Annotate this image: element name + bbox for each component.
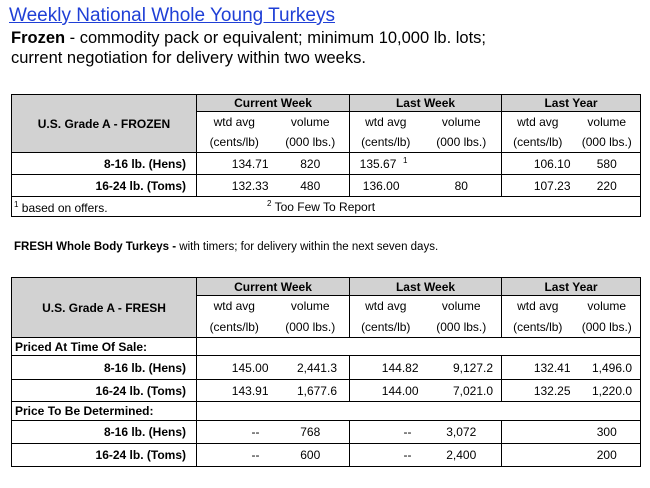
- cw-wtd-cell: 132.33: [197, 175, 272, 197]
- cw-vol-cell: 768: [272, 421, 350, 444]
- table-row: [12, 175, 641, 197]
- fresh-cw-vol-header: volume: [272, 296, 350, 317]
- section-heading-priced-at-sale: Priced At Time Of Sale:: [12, 338, 197, 356]
- table-row: [12, 421, 641, 444]
- cw-wtd-cell: 143.91: [197, 380, 272, 402]
- frozen-ly-vol-header: volume: [574, 112, 641, 133]
- cw-vol-cell: 2,441.3: [272, 356, 350, 380]
- ly-vol-cell: 1,496.0: [574, 356, 641, 380]
- lw-wtd-cell: 135.67 $^1$: [350, 153, 422, 175]
- frozen-description-line2: current negotiation for delivery within two weeks.: [11, 49, 366, 67]
- ly-vol-cell: 580: [574, 153, 641, 175]
- frozen-lw-vol-header: volume: [422, 112, 502, 133]
- cw-vol-cell: 820: [272, 153, 350, 175]
- row-label: 16-24 lb. (Toms): [12, 175, 197, 197]
- cw-wtd-cell: --: [197, 421, 272, 444]
- fresh-ly-vol-unit: (000 lbs.): [574, 317, 641, 338]
- fresh-ly-vol-header: volume: [574, 296, 641, 317]
- lw-wtd-cell: 144.82: [350, 356, 422, 380]
- fresh-price-table: [11, 277, 641, 467]
- frozen-cw-wtd-header: wtd avg: [197, 112, 272, 133]
- frozen-lw-wtd-unit: (cents/lb): [350, 133, 422, 153]
- frozen-lw-wtd-header: wtd avg: [350, 112, 422, 133]
- frozen-lw-vol-unit: (000 lbs.): [422, 133, 502, 153]
- frozen-current-week-header: Current Week: [197, 95, 350, 112]
- cw-vol-cell: 1,677.6: [272, 380, 350, 402]
- ly-wtd-cell: 132.25: [502, 380, 574, 402]
- fresh-last-week-header: Last Week: [350, 278, 502, 296]
- frozen-ly-wtd-unit: (cents/lb): [502, 133, 574, 153]
- fresh-cw-wtd-unit: (cents/lb): [197, 317, 272, 338]
- fresh-lw-wtd-header: wtd avg: [350, 296, 422, 317]
- cw-vol-cell: 480: [272, 175, 350, 197]
- frozen-ly-wtd-header: wtd avg: [502, 112, 574, 133]
- frozen-last-year-header: Last Year: [502, 95, 641, 112]
- row-label: 16-24 lb. (Toms): [12, 444, 197, 467]
- table-row: [12, 153, 641, 175]
- frozen-cw-vol-unit: (000 lbs.): [272, 133, 350, 153]
- lw-wtd-cell: 144.00: [350, 380, 422, 402]
- lw-wtd-cell: 136.00: [350, 175, 422, 197]
- ly-wtd-cell: 107.23: [502, 175, 574, 197]
- lw-wtd-cell: --: [350, 444, 422, 467]
- fresh-cw-wtd-header: wtd avg: [197, 296, 272, 317]
- cw-wtd-cell: 145.00: [197, 356, 272, 380]
- fresh-lw-wtd-unit: (cents/lb): [350, 317, 422, 338]
- row-label: 8-16 lb. (Hens): [12, 356, 197, 380]
- cw-wtd-cell: 134.71: [197, 153, 272, 175]
- frozen-description: [11, 28, 486, 68]
- table-row: [12, 380, 641, 402]
- lw-vol-cell: [422, 153, 502, 175]
- row-label: 16-24 lb. (Toms): [12, 380, 197, 402]
- footnote-1: $^1$ based on offers.: [14, 200, 108, 215]
- section-spacer: [197, 402, 641, 421]
- fresh-ly-wtd-unit: (cents/lb): [502, 317, 574, 338]
- table-row: [12, 444, 641, 467]
- lw-vol-cell: 3,072: [422, 421, 502, 444]
- fresh-lw-vol-unit: (000 lbs.): [422, 317, 502, 338]
- ly-vol-cell: 300: [574, 421, 641, 444]
- lw-vol-cell: 2,400: [422, 444, 502, 467]
- frozen-grade-header: U.S. Grade A - FROZEN: [12, 95, 197, 153]
- frozen-last-week-header: Last Week: [350, 95, 502, 112]
- footnote-2: $^2$ Too Few To Report: [267, 199, 376, 214]
- lw-vol-cell: 80: [422, 175, 502, 197]
- fresh-label: FRESH Whole Body Turkeys -: [14, 241, 177, 253]
- footnote-ref-1: 1: [403, 156, 408, 165]
- fresh-cw-vol-unit: (000 lbs.): [272, 317, 350, 338]
- lw-wtd-cell: --: [350, 421, 422, 444]
- footnotes: [12, 197, 641, 217]
- ly-wtd-cell: 132.41: [502, 356, 574, 380]
- frozen-cw-wtd-unit: (cents/lb): [197, 133, 272, 153]
- ly-vol-cell: 200: [574, 444, 641, 467]
- frozen-price-table: [11, 94, 641, 217]
- ly-vol-cell: 220: [574, 175, 641, 197]
- table-row: [12, 356, 641, 380]
- ly-wtd-cell: 106.10: [502, 153, 574, 175]
- lw-vol-cell: 9,127.2: [422, 356, 502, 380]
- fresh-grade-header: U.S. Grade A - FRESH: [12, 278, 197, 338]
- fresh-ly-wtd-header: wtd avg: [502, 296, 574, 317]
- frozen-description-line1: - commodity pack or equivalent; minimum 10,000 lb. lots;: [65, 29, 487, 47]
- frozen-ly-vol-unit: (000 lbs.): [574, 133, 641, 153]
- fresh-last-year-header: Last Year: [502, 278, 641, 296]
- fresh-description-rest: with timers; for delivery within the next seven days.: [176, 241, 439, 253]
- ly-wtd-cell: [502, 444, 574, 467]
- frozen-label: Frozen: [11, 29, 66, 47]
- fresh-lw-vol-header: volume: [422, 296, 502, 317]
- page-title[interactable]: Weekly National Whole Young Turkeys: [9, 5, 335, 26]
- lw-vol-cell: 7,021.0: [422, 380, 502, 402]
- row-label: 8-16 lb. (Hens): [12, 421, 197, 444]
- frozen-cw-vol-header: volume: [272, 112, 350, 133]
- fresh-current-week-header: Current Week: [197, 278, 350, 296]
- row-label: 8-16 lb. (Hens): [12, 153, 197, 175]
- section-heading-price-to-be-determined: Price To Be Determined:: [12, 402, 197, 421]
- cw-wtd-cell: --: [197, 444, 272, 467]
- ly-wtd-cell: [502, 421, 574, 444]
- section-spacer: [197, 338, 641, 356]
- ly-vol-cell: 1,220.0: [574, 380, 641, 402]
- cw-vol-cell: 600: [272, 444, 350, 467]
- fresh-description: [14, 241, 438, 253]
